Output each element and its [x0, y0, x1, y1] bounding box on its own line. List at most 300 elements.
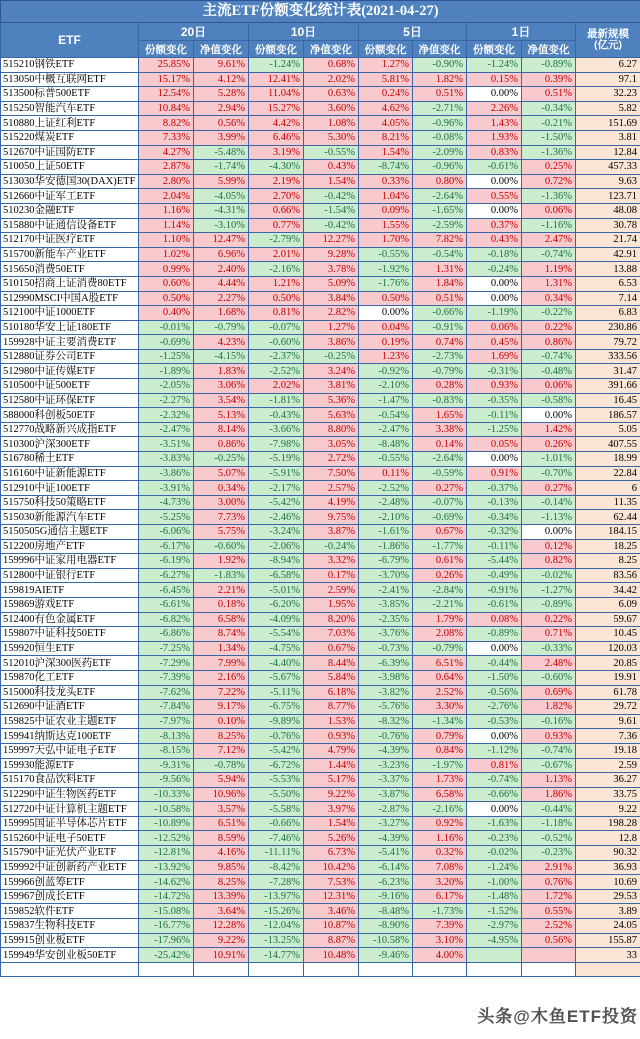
scale-cell: 33.75 [576, 787, 640, 802]
pct-cell: 0.56% [522, 933, 576, 948]
pct-cell: 4.16% [194, 846, 249, 861]
table-row [1, 612, 640, 627]
pct-cell: -0.44% [522, 802, 576, 817]
pct-cell: 0.67% [304, 641, 359, 656]
pct-cell: 10.96% [194, 787, 249, 802]
table-row [1, 72, 640, 87]
pct-cell: -5.19% [249, 452, 304, 467]
table-row [1, 203, 640, 218]
pct-cell: 0.27% [413, 481, 467, 496]
pct-cell: -4.73% [139, 495, 194, 510]
pct-cell: 1.54% [359, 145, 413, 160]
pct-cell: 7.08% [413, 860, 467, 875]
etf-name-cell: 512100中证1000ETF [1, 306, 139, 321]
pct-cell: -3.27% [359, 816, 413, 831]
subheader-share-5d: 份额变化 [359, 41, 413, 58]
pct-cell: -2.71% [413, 101, 467, 116]
column-header-1d: 1日 [467, 23, 576, 41]
pct-cell: 7.12% [194, 743, 249, 758]
pct-cell: -0.60% [522, 670, 576, 685]
pct-cell: 1.92% [194, 554, 249, 569]
etf-name-cell: 159967创成长ETF [1, 889, 139, 904]
pct-cell: -0.56% [467, 685, 522, 700]
pct-cell: 3.38% [413, 422, 467, 437]
pct-cell: 1.16% [139, 203, 194, 218]
pct-cell: -0.49% [467, 568, 522, 583]
pct-cell: -2.10% [359, 379, 413, 394]
pct-cell: -4.15% [194, 349, 249, 364]
pct-cell: -6.72% [249, 758, 304, 773]
pct-cell: -2.27% [139, 393, 194, 408]
pct-cell: 0.04% [359, 320, 413, 335]
pct-cell: -0.67% [522, 758, 576, 773]
pct-cell: 9.61% [194, 58, 249, 73]
pct-cell: -2.47% [139, 422, 194, 437]
pct-cell: -0.90% [413, 58, 467, 73]
scale-cell: 6.09 [576, 597, 640, 612]
pct-cell: -1.76% [359, 276, 413, 291]
pct-cell: -0.89% [522, 597, 576, 612]
pct-cell: -0.76% [249, 729, 304, 744]
pct-cell: -5.54% [249, 627, 304, 642]
column-header-scale [576, 23, 640, 58]
pct-cell: -0.23% [522, 846, 576, 861]
pct-cell: 4.42% [249, 116, 304, 131]
pct-cell: 8.82% [139, 116, 194, 131]
pct-cell: -0.91% [467, 583, 522, 598]
pct-cell: 0.50% [359, 291, 413, 306]
pct-cell: -8.13% [139, 729, 194, 744]
subheader-nav-10d: 净值变化 [304, 41, 359, 58]
etf-name-cell: 159825中证农业主题ETF [1, 714, 139, 729]
scale-cell: 31.47 [576, 364, 640, 379]
scale-cell: 33 [576, 948, 640, 963]
table-row [1, 276, 640, 291]
table-row [1, 831, 640, 846]
etf-name-cell: 159920恒生ETF [1, 641, 139, 656]
pct-cell: -1.50% [467, 670, 522, 685]
etf-name-cell: 513500标普500ETF [1, 87, 139, 102]
pct-cell: -1.61% [359, 525, 413, 540]
pct-cell: -0.21% [522, 116, 576, 131]
pct-cell: 2.52% [522, 919, 576, 934]
pct-cell: 0.86% [194, 437, 249, 452]
etf-name-cell: 515250智能汽车ETF [1, 101, 139, 116]
pct-cell: 0.64% [413, 670, 467, 685]
etf-name-cell: 510300沪深300ETF [1, 437, 139, 452]
pct-cell: -0.42% [304, 218, 359, 233]
table-row [1, 743, 640, 758]
table-row [1, 904, 640, 919]
pct-cell: 5.94% [194, 773, 249, 788]
pct-cell: -0.08% [413, 130, 467, 145]
pct-cell: -0.44% [467, 656, 522, 671]
pct-cell: 0.06% [467, 320, 522, 335]
pct-cell: 1.69% [467, 349, 522, 364]
scale-cell: 22.84 [576, 466, 640, 481]
pct-cell: 1.21% [249, 276, 304, 291]
pct-cell: 8.74% [194, 627, 249, 642]
pct-cell: -1.18% [522, 816, 576, 831]
pct-cell: 0.39% [522, 72, 576, 87]
pct-cell: 8.87% [304, 933, 359, 948]
pct-cell: 6.17% [413, 889, 467, 904]
pct-cell: -3.87% [359, 787, 413, 802]
pct-cell: -2.35% [359, 612, 413, 627]
pct-cell: 3.78% [304, 262, 359, 277]
pct-cell: -0.42% [304, 189, 359, 204]
etf-name-cell: 159819AIETF [1, 583, 139, 598]
pct-cell: 3.46% [304, 904, 359, 919]
pct-cell: -1.34% [413, 714, 467, 729]
pct-cell: 1.34% [194, 641, 249, 656]
pct-cell: -5.48% [194, 145, 249, 160]
scale-cell: 9.61 [576, 714, 640, 729]
table-row [1, 656, 640, 671]
pct-cell: 0.79% [413, 729, 467, 744]
table-row [1, 262, 640, 277]
pct-cell: 4.23% [194, 335, 249, 350]
pct-cell: -2.46% [249, 510, 304, 525]
pct-cell: 2.04% [139, 189, 194, 204]
pct-cell: -0.60% [249, 335, 304, 350]
pct-cell: -5.67% [249, 670, 304, 685]
pct-cell: 4.00% [413, 948, 467, 963]
table-row [1, 597, 640, 612]
pct-cell: -0.07% [413, 495, 467, 510]
pct-cell [413, 962, 467, 977]
table-row [1, 714, 640, 729]
etf-name-cell: 515700新能车产业ETF [1, 247, 139, 262]
pct-cell: -9.46% [359, 948, 413, 963]
pct-cell: 2.02% [304, 72, 359, 87]
pct-cell: 9.22% [304, 787, 359, 802]
pct-cell: 0.00% [467, 802, 522, 817]
pct-cell: 0.93% [304, 729, 359, 744]
pct-cell: 1.68% [194, 306, 249, 321]
pct-cell: 7.03% [304, 627, 359, 642]
scale-cell: 61.78 [576, 685, 640, 700]
pct-cell: 3.97% [304, 802, 359, 817]
pct-cell: -3.82% [359, 685, 413, 700]
pct-cell: 0.12% [522, 539, 576, 554]
pct-cell: 0.69% [522, 685, 576, 700]
pct-cell: -0.37% [467, 481, 522, 496]
pct-cell: 0.67% [413, 525, 467, 540]
pct-cell: 2.59% [304, 583, 359, 598]
table-row [1, 189, 640, 204]
scale-cell: 13.88 [576, 262, 640, 277]
pct-cell: 4.44% [194, 276, 249, 291]
pct-cell: -25.42% [139, 948, 194, 963]
pct-cell: -2.37% [249, 349, 304, 364]
pct-cell: 0.55% [522, 904, 576, 919]
scale-cell: 19.18 [576, 743, 640, 758]
pct-cell: -2.16% [249, 262, 304, 277]
etf-name-cell: 159996中证家用电器ETF [1, 554, 139, 569]
etf-name-cell: 159966创蓝筹ETF [1, 875, 139, 890]
pct-cell: -6.39% [359, 656, 413, 671]
pct-cell: -5.91% [249, 466, 304, 481]
pct-cell: -3.66% [249, 422, 304, 437]
pct-cell: 4.05% [359, 116, 413, 131]
pct-cell: -2.32% [139, 408, 194, 423]
pct-cell: -8.94% [249, 554, 304, 569]
etf-name-cell: 515210钢铁ETF [1, 58, 139, 73]
pct-cell: 6.96% [194, 247, 249, 262]
scale-cell: 155.87 [576, 933, 640, 948]
pct-cell: -2.41% [359, 583, 413, 598]
scale-cell: 59.67 [576, 612, 640, 627]
pct-cell: 3.20% [413, 875, 467, 890]
pct-cell: -7.29% [139, 656, 194, 671]
column-header-10d: 10日 [249, 23, 359, 41]
pct-cell: 0.00% [467, 87, 522, 102]
pct-cell: 1.86% [522, 787, 576, 802]
pct-cell: 2.16% [194, 670, 249, 685]
table-row [1, 247, 640, 262]
pct-cell: 0.51% [413, 291, 467, 306]
pct-cell: 0.92% [413, 816, 467, 831]
pct-cell: 0.77% [249, 218, 304, 233]
scale-cell: 83.56 [576, 568, 640, 583]
page-title: 主流ETF份额变化统计表(2021-04-27) [1, 1, 640, 23]
pct-cell: -2.48% [359, 495, 413, 510]
pct-cell: 0.74% [413, 335, 467, 350]
pct-cell: -4.75% [249, 641, 304, 656]
scale-cell: 7.36 [576, 729, 640, 744]
table-row [1, 306, 640, 321]
etf-name-cell: 516160中证新能源ETF [1, 466, 139, 481]
pct-cell: 5.63% [304, 408, 359, 423]
pct-cell: -4.40% [249, 656, 304, 671]
etf-name-cell: 512580中证环保ETF [1, 393, 139, 408]
pct-cell: 5.99% [194, 174, 249, 189]
scale-cell: 12.84 [576, 145, 640, 160]
etf-name-cell: 515170食品饮料ETF [1, 773, 139, 788]
pct-cell: -2.64% [413, 452, 467, 467]
pct-cell: 0.81% [467, 758, 522, 773]
scale-cell: 19.91 [576, 670, 640, 685]
pct-cell: -5.42% [249, 495, 304, 510]
pct-cell: -0.24% [467, 262, 522, 277]
pct-cell: -0.69% [413, 510, 467, 525]
etf-name-cell: 510500中证500ETF [1, 379, 139, 394]
table-row [1, 816, 640, 831]
pct-cell: -3.85% [359, 597, 413, 612]
scale-cell: 36.27 [576, 773, 640, 788]
table-row [1, 101, 640, 116]
scale-cell: 62.44 [576, 510, 640, 525]
etf-name-cell: 512990MSCI中国A股ETF [1, 291, 139, 306]
pct-cell: -10.33% [139, 787, 194, 802]
scale-cell: 16.45 [576, 393, 640, 408]
scale-cell: 97.1 [576, 72, 640, 87]
pct-cell: 0.34% [194, 481, 249, 496]
pct-cell: 0.50% [139, 291, 194, 306]
pct-cell: 0.51% [413, 87, 467, 102]
pct-cell: 2.02% [249, 379, 304, 394]
pct-cell: -4.09% [249, 612, 304, 627]
pct-cell: -2.47% [359, 422, 413, 437]
pct-cell: 0.06% [522, 379, 576, 394]
etf-name-cell: 512290中证生物医药ETF [1, 787, 139, 802]
pct-cell: -0.66% [467, 787, 522, 802]
etf-name-cell: 159941纳斯达克100ETF [1, 729, 139, 744]
etf-name-cell: 516780稀土ETF [1, 452, 139, 467]
pct-cell: 0.25% [522, 160, 576, 175]
pct-cell: 25.85% [139, 58, 194, 73]
pct-cell: 12.27% [304, 233, 359, 248]
pct-cell: 0.26% [413, 568, 467, 583]
column-header-5d: 5日 [359, 23, 467, 41]
pct-cell: 8.25% [194, 729, 249, 744]
scale-cell: 9.63 [576, 174, 640, 189]
etf-name-cell: 515650消费50ETF [1, 262, 139, 277]
pct-cell: 5.07% [194, 466, 249, 481]
pct-cell: 0.08% [467, 612, 522, 627]
pct-cell: 7.33% [139, 130, 194, 145]
pct-cell: -1.65% [413, 203, 467, 218]
pct-cell: -10.89% [139, 816, 194, 831]
scale-cell: 6.83 [576, 306, 640, 321]
pct-cell: 2.57% [304, 481, 359, 496]
pct-cell: -0.66% [249, 816, 304, 831]
pct-cell: 8.20% [304, 612, 359, 627]
pct-cell: 10.48% [304, 948, 359, 963]
pct-cell: -2.87% [359, 802, 413, 817]
pct-cell: 12.47% [194, 233, 249, 248]
pct-cell: 0.24% [359, 87, 413, 102]
etf-name-cell: 512770战略新兴成指ETF [1, 422, 139, 437]
scale-cell: 8.25 [576, 554, 640, 569]
pct-cell: -4.39% [359, 831, 413, 846]
pct-cell: 9.75% [304, 510, 359, 525]
subheader-nav-5d: 净值变化 [413, 41, 467, 58]
scale-cell: 184.15 [576, 525, 640, 540]
pct-cell [467, 962, 522, 977]
pct-cell [467, 948, 522, 963]
table-row [1, 174, 640, 189]
pct-cell: 0.19% [359, 335, 413, 350]
pct-cell: -0.76% [359, 729, 413, 744]
pct-cell: 9.85% [194, 860, 249, 875]
pct-cell: 5.75% [194, 525, 249, 540]
pct-cell: 3.32% [304, 554, 359, 569]
pct-cell: -0.52% [522, 831, 576, 846]
scale-cell: 24.05 [576, 919, 640, 934]
pct-cell: -1.27% [522, 583, 576, 598]
etf-name-cell: 5150505G通信主题ETF [1, 525, 139, 540]
etf-name-cell: 515220煤炭ETF [1, 130, 139, 145]
pct-cell: -6.86% [139, 627, 194, 642]
scale-cell: 7.14 [576, 291, 640, 306]
pct-cell: 0.68% [304, 58, 359, 73]
pct-cell: 0.61% [413, 554, 467, 569]
pct-cell: -7.84% [139, 700, 194, 715]
pct-cell: 1.82% [413, 72, 467, 87]
pct-cell: 3.81% [304, 379, 359, 394]
pct-cell: 5.30% [304, 130, 359, 145]
pct-cell: 2.01% [249, 247, 304, 262]
scale-cell: 10.45 [576, 627, 640, 642]
pct-cell: 1.73% [413, 773, 467, 788]
etf-name-cell: 159870化工ETF [1, 670, 139, 685]
pct-cell: 4.12% [194, 72, 249, 87]
pct-cell: 0.43% [467, 233, 522, 248]
pct-cell: 1.84% [413, 276, 467, 291]
pct-cell: 1.31% [413, 262, 467, 277]
pct-cell: 0.00% [467, 174, 522, 189]
pct-cell: 9.28% [304, 247, 359, 262]
pct-cell: -8.15% [139, 743, 194, 758]
pct-cell: 5.17% [304, 773, 359, 788]
pct-cell: 1.13% [522, 773, 576, 788]
column-header-etf: ETF [1, 23, 139, 58]
pct-cell: 3.86% [304, 335, 359, 350]
pct-cell: -0.92% [359, 364, 413, 379]
pct-cell: -2.10% [359, 510, 413, 525]
pct-cell: 6.51% [194, 816, 249, 831]
pct-cell: -7.62% [139, 685, 194, 700]
table-row [1, 87, 640, 102]
etf-name-cell: 512170中证医疗ETF [1, 233, 139, 248]
pct-cell: -0.79% [413, 364, 467, 379]
etf-name-cell: 510880上证红利ETF [1, 116, 139, 131]
pct-cell: 2.91% [522, 860, 576, 875]
etf-name-cell: 159807中证科技50ETF [1, 627, 139, 642]
scale-cell: 123.71 [576, 189, 640, 204]
pct-cell: -3.51% [139, 437, 194, 452]
pct-cell: 2.82% [304, 306, 359, 321]
pct-cell: -5.44% [467, 554, 522, 569]
table-row [1, 160, 640, 175]
pct-cell: 4.62% [359, 101, 413, 116]
pct-cell: -1.54% [304, 203, 359, 218]
pct-cell: 11.04% [249, 87, 304, 102]
pct-cell: -6.23% [359, 875, 413, 890]
pct-cell: -1.74% [194, 160, 249, 175]
pct-cell: 10.91% [194, 948, 249, 963]
pct-cell: -1.92% [359, 262, 413, 277]
pct-cell [522, 948, 576, 963]
pct-cell: 1.93% [467, 130, 522, 145]
pct-cell: 9.22% [194, 933, 249, 948]
pct-cell: -0.25% [304, 349, 359, 364]
pct-cell: 0.83% [467, 145, 522, 160]
pct-cell [194, 962, 249, 977]
pct-cell: 0.86% [522, 335, 576, 350]
pct-cell: 1.65% [413, 408, 467, 423]
pct-cell: -12.52% [139, 831, 194, 846]
scale-cell: 3.81 [576, 130, 640, 145]
pct-cell: 8.59% [194, 831, 249, 846]
pct-cell: 2.87% [139, 160, 194, 175]
watermark: 头条@木鱼ETF投资 [477, 1007, 638, 1026]
pct-cell: -5.01% [249, 583, 304, 598]
scale-cell: 18.99 [576, 452, 640, 467]
pct-cell: -6.17% [139, 539, 194, 554]
pct-cell: -1.86% [359, 539, 413, 554]
pct-cell: 6.73% [304, 846, 359, 861]
pct-cell: -13.25% [249, 933, 304, 948]
pct-cell: -0.96% [413, 160, 467, 175]
pct-cell: 1.02% [139, 247, 194, 262]
pct-cell: -1.25% [139, 349, 194, 364]
pct-cell: 7.22% [194, 685, 249, 700]
pct-cell: -6.82% [139, 612, 194, 627]
scale-cell: 2.59 [576, 758, 640, 773]
